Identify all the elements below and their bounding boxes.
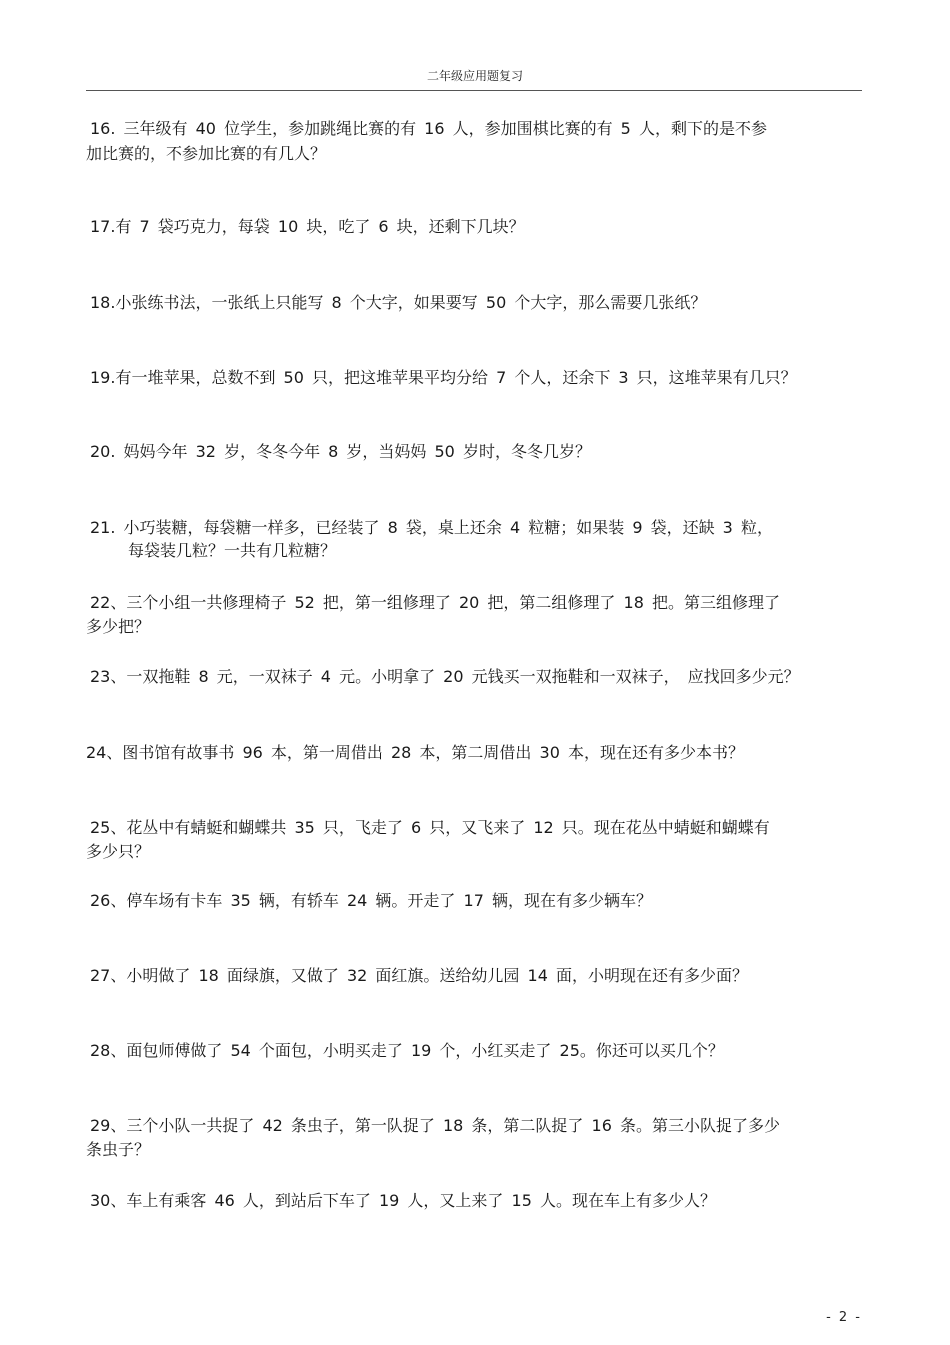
question-line: 29、三个小队一共捉了 42 条虫子，第一队捉了 18 条，第二队捉了 16 条。第三小队捉了多少 [90, 1116, 780, 1135]
question-line: 23、一双拖鞋 8 元，一双袜子 4 元。小明拿了 20 元钱买一双拖鞋和一双袜子， 应找回多少元？ [90, 667, 800, 686]
question-line: 27、小明做了 18 面绿旗，又做了 32 面红旗。送给幼儿园 14 面，小明现在还有多少面？ [90, 966, 748, 985]
question-line: 26、停车场有卡车 35 辆，有轿车 24 辆。开走了 17 辆，现在有多少辆车？ [90, 891, 652, 910]
question-30 [90, 1188, 716, 1213]
question-23 [90, 664, 800, 689]
question-24 [86, 740, 744, 765]
question-line: 加比赛的，不参加比赛的有几人？ [86, 144, 327, 163]
question-16-continuation [86, 141, 326, 166]
page-number: - 2 - [826, 1310, 862, 1325]
question-25 [90, 815, 770, 840]
question-20 [90, 439, 591, 464]
question-26 [90, 888, 652, 913]
page-header-title: 二年级应用题复习 [426, 69, 523, 83]
question-line: 条虫子？ [86, 1140, 151, 1159]
question-line: 24、图书馆有故事书 96 本，第一周借出 28 本，第二周借出 30 本，现在还有多少本书？ [86, 743, 744, 762]
question-22-continuation [86, 614, 150, 639]
question-21-continuation [128, 538, 336, 563]
question-28 [90, 1038, 724, 1063]
question-line: 17.有 7 袋巧克力，每袋 10 块，吃了 6 块，还剩下几块？ [90, 217, 525, 236]
header-divider [86, 90, 862, 91]
question-line: 多少把？ [86, 617, 151, 636]
question-16 [90, 116, 767, 141]
question-line: 16. 三年级有 40 位学生，参加跳绳比赛的有 16 人，参加围棋比赛的有 5 人，剩下的是不参 [90, 119, 767, 138]
question-line: 22、三个小组一共修理椅子 52 把，第一组修理了 20 把，第二组修理了 18 把。第三组修理了 [90, 593, 780, 612]
question-18 [90, 290, 706, 315]
question-19 [90, 365, 797, 390]
question-line: 30、车上有乘客 46 人，到站后下车了 19 人，又上来了 15 人。现在车上有多少人？ [90, 1191, 716, 1210]
question-17 [90, 214, 525, 239]
question-line: 每袋装几粒？一共有几粒糖？ [128, 541, 337, 560]
question-line: 多少只？ [86, 842, 151, 861]
question-line: 20. 妈妈今年 32 岁，冬冬今年 8 岁，当妈妈 50 岁时，冬冬几岁？ [90, 442, 591, 461]
question-27 [90, 963, 748, 988]
question-line: 25、花丛中有蜻蜓和蝴蝶共 35 只，飞走了 6 只，又飞来了 12 只。现在花丛中蜻蜓和蝴蝶有 [90, 818, 770, 837]
question-22 [90, 590, 780, 615]
question-line: 19.有一堆苹果，总数不到 50 只，把这堆苹果平均分给 7 个人，还余下 3 只，这堆苹果有几只？ [90, 368, 797, 387]
question-21 [90, 515, 773, 540]
question-29 [90, 1113, 780, 1138]
question-line: 21. 小巧装糖，每袋糖一样多，已经装了 8 袋，桌上还余 4 粒糖；如果装 9 袋，还缺 3 粒， [90, 518, 773, 537]
question-line: 18.小张练书法，一张纸上只能写 8 个大字，如果要写 50 个大字，那么需要几张纸？ [90, 293, 707, 312]
question-line: 28、面包师傅做了 54 个面包，小明买走了 19 个，小红买走了 25。你还可以买几个？ [90, 1041, 724, 1060]
question-29-continuation [86, 1137, 150, 1162]
question-25-continuation [86, 839, 150, 864]
